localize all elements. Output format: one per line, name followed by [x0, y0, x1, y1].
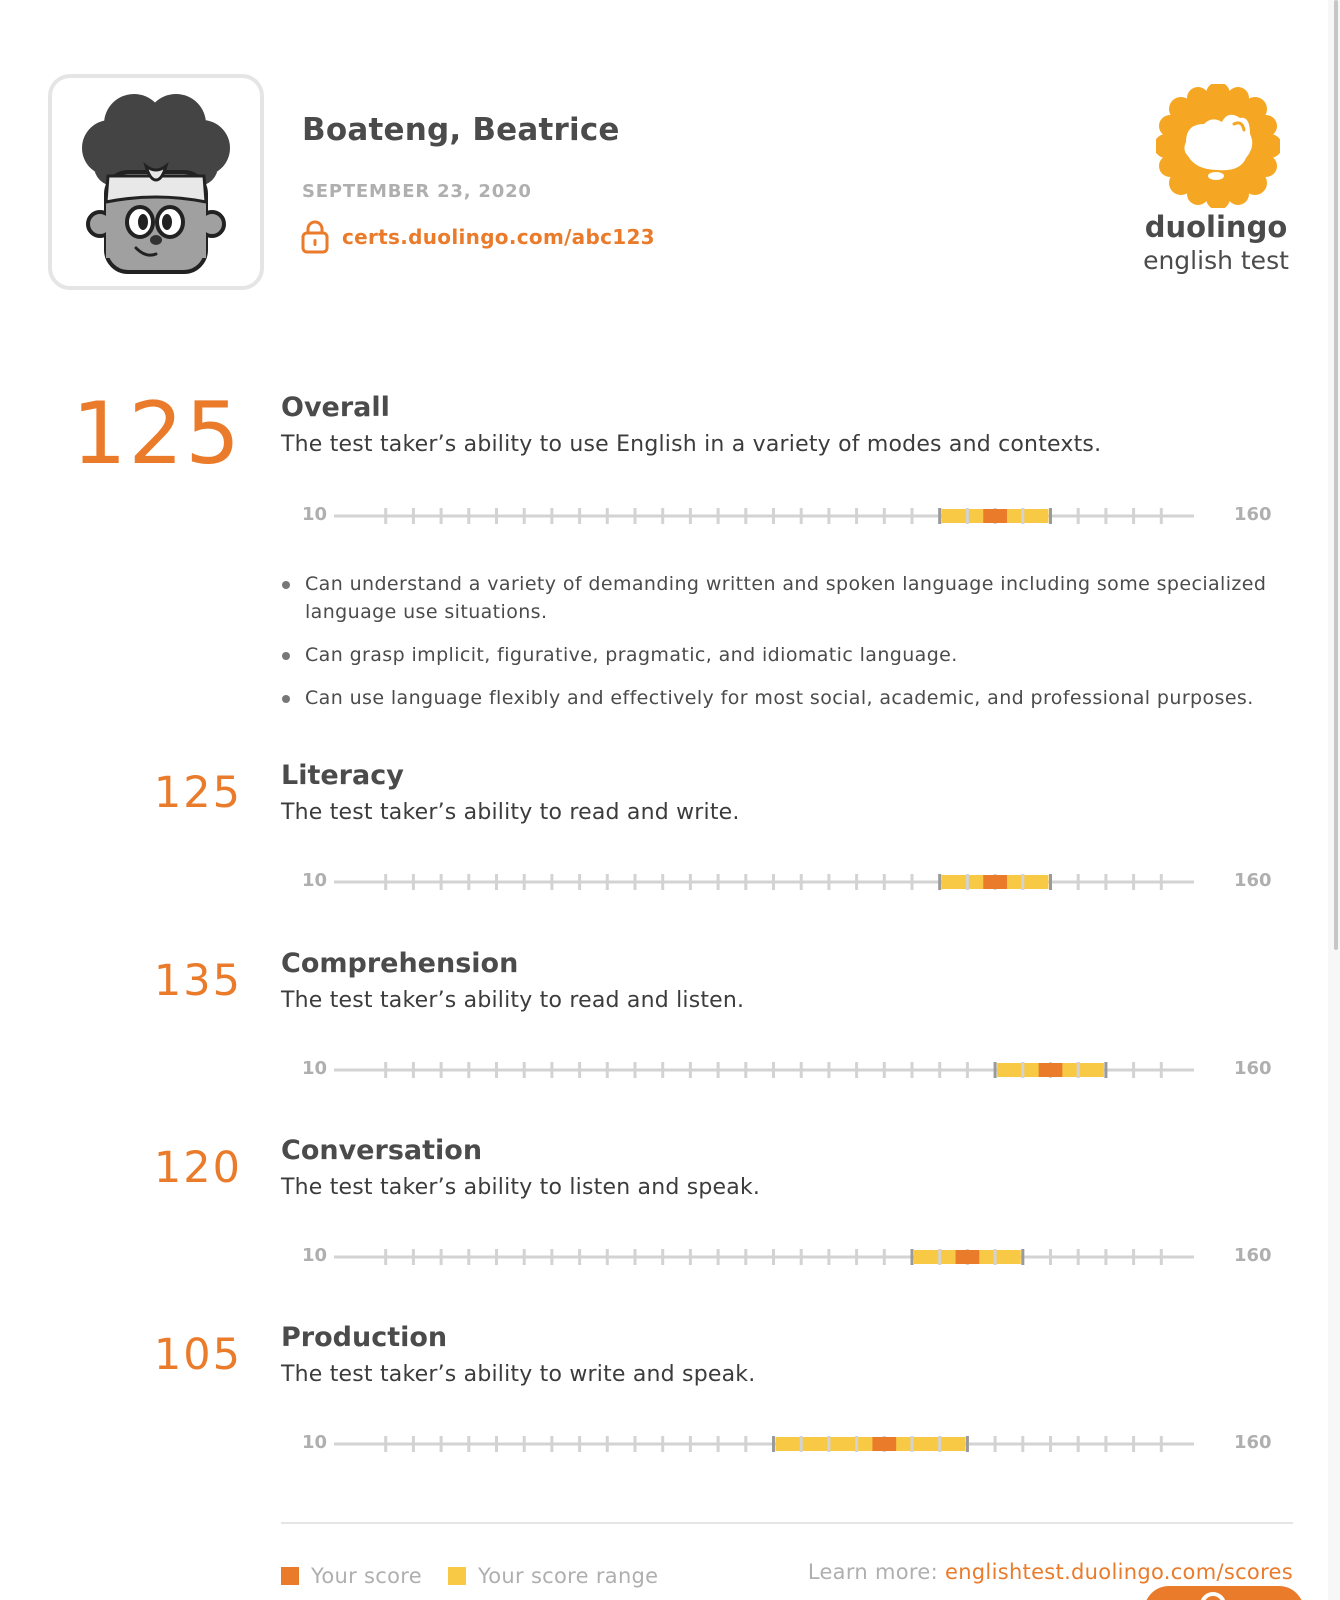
score-marker — [983, 875, 1007, 889]
conversation-score: 120 — [153, 1143, 242, 1193]
avatar-illustration — [70, 84, 242, 284]
scale-track — [300, 1243, 1280, 1273]
scale-max-label: 160 — [1234, 1058, 1272, 1079]
learn-more — [808, 1560, 1293, 1584]
candidate-photo — [48, 74, 264, 290]
section-title: Literacy — [281, 760, 404, 791]
score-marker — [956, 1250, 980, 1264]
scale-min-label: 10 — [302, 1432, 328, 1453]
help-icon — [1200, 1592, 1226, 1600]
score-scale — [300, 502, 1280, 532]
comprehension-score: 135 — [153, 956, 242, 1006]
section-description: The test taker’s ability to read and listen. — [281, 988, 745, 1013]
production-score: 105 — [153, 1330, 242, 1380]
bullet-dot-icon — [282, 581, 290, 589]
scale-min-label: 10 — [302, 1058, 328, 1079]
overall-score: 125 — [71, 384, 242, 484]
scale-max-label: 160 — [1234, 1432, 1272, 1453]
legend-your-range — [448, 1564, 658, 1588]
section-description: The test taker’s ability to write and speak. — [281, 1362, 756, 1387]
scale-track — [300, 868, 1280, 898]
footer-divider — [281, 1522, 1293, 1524]
list-item — [281, 641, 1271, 669]
candidate-name: Boateng, Beatrice — [302, 112, 620, 148]
score-marker — [983, 509, 1007, 523]
help-button[interactable] — [1144, 1586, 1304, 1600]
learn-more-label: Learn more: — [807, 1560, 938, 1584]
scale-track — [300, 502, 1280, 532]
bullet-dot-icon — [282, 652, 290, 660]
scale-track — [300, 1430, 1280, 1460]
scale-min-label: 10 — [302, 870, 328, 891]
scale-min-label: 10 — [302, 504, 328, 525]
scale-max-label: 160 — [1234, 504, 1272, 525]
overall-descriptors — [281, 570, 1271, 727]
list-item — [281, 684, 1271, 712]
scale-max-label: 160 — [1234, 1245, 1272, 1266]
legend-label: Your score — [311, 1564, 422, 1588]
section-title: Overall — [281, 392, 390, 423]
scale-min-label: 10 — [302, 1245, 328, 1266]
scale-track — [300, 1056, 1280, 1086]
descriptor-text: Can use language flexibly and effectively for most social, academic, and professional purposes. — [305, 687, 1254, 709]
certificate-link[interactable] — [300, 220, 655, 254]
score-range-bar — [776, 1437, 966, 1451]
legend-your-score — [281, 1564, 422, 1588]
score-scale — [300, 868, 1280, 898]
score-scale — [300, 1430, 1280, 1460]
section-title: Production — [281, 1322, 448, 1353]
section-description: The test taker’s ability to use English in a variety of modes and contexts. — [281, 432, 1102, 457]
certificate-url[interactable]: certs.duolingo.com/abc123 — [342, 225, 655, 249]
score-marker — [872, 1437, 896, 1451]
lock-icon — [300, 220, 330, 254]
section-title: Conversation — [281, 1135, 483, 1166]
score-scale — [300, 1056, 1280, 1086]
orange-swatch-icon — [281, 1567, 299, 1585]
legend-label: Your score range — [477, 1564, 659, 1588]
scale-max-label: 160 — [1234, 870, 1272, 891]
test-date: SEPTEMBER 23, 2020 — [302, 181, 532, 202]
duolingo-owl-badge-icon — [1156, 84, 1280, 208]
yellow-swatch-icon — [448, 1567, 466, 1585]
score-scale — [300, 1243, 1280, 1273]
brand-subtitle: english test — [1143, 246, 1289, 275]
brand-name: duolingo — [1144, 210, 1288, 244]
section-title: Comprehension — [281, 948, 519, 979]
learn-more-link[interactable]: englishtest.duolingo.com/scores — [944, 1560, 1293, 1584]
section-description: The test taker’s ability to listen and speak. — [281, 1175, 761, 1200]
literacy-score: 125 — [153, 768, 242, 818]
descriptor-text: Can understand a variety of demanding written and spoken language including some specialized language use situations. — [305, 573, 1267, 623]
descriptor-text: Can grasp implicit, figurative, pragmatic, and idiomatic language. — [305, 644, 958, 666]
section-description: The test taker’s ability to read and write. — [281, 800, 740, 825]
score-marker — [1039, 1063, 1063, 1077]
brand-logo — [1136, 80, 1336, 280]
list-item — [281, 570, 1271, 626]
bullet-dot-icon — [282, 695, 290, 703]
legend — [281, 1564, 684, 1588]
